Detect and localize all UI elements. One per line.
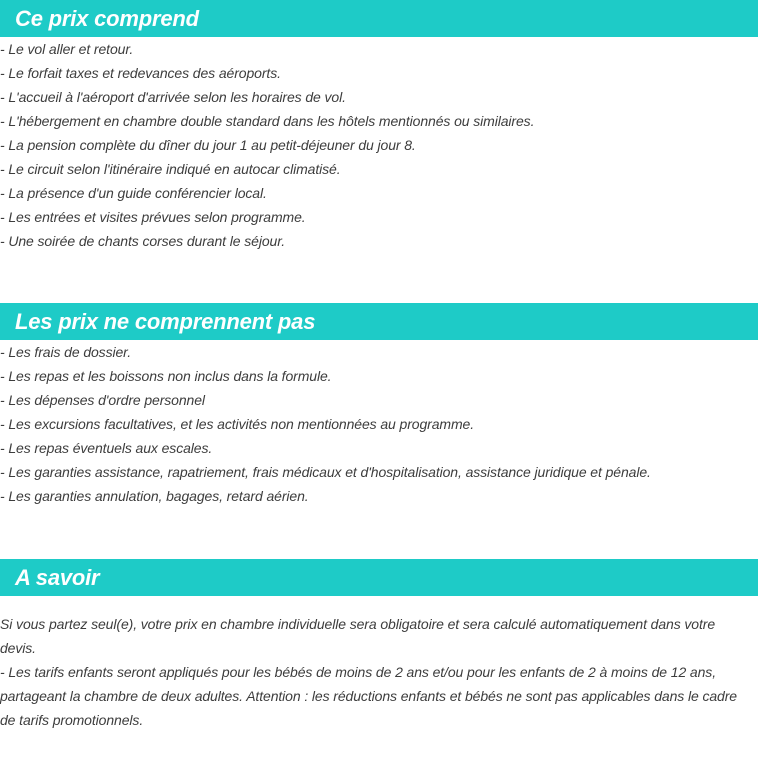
list-item: - Le forfait taxes et redevances des aéroports. [0,65,281,81]
list-item: - Les garanties assistance, rapatriement, frais médicaux et d'hospitalisation, assistance juridique et pénale. [0,464,651,480]
list-item: - Les repas et les boissons non inclus dans la formule. [0,368,332,384]
info-text [0,612,758,732]
list-item: - Les entrées et visites prévues selon programme. [0,209,306,225]
section-header-included [0,0,758,37]
list-item: - L'accueil à l'aéroport d'arrivée selon les horaires de vol. [0,89,346,105]
list-item: - Les dépenses d'ordre personnel [0,392,205,408]
list-item: - La pension complète du dîner du jour 1 au petit-déjeuner du jour 8. [0,137,416,153]
section-header-info [0,559,758,596]
excluded-list [0,340,758,508]
section-excluded [0,303,758,508]
list-item: - L'hébergement en chambre double standard dans les hôtels mentionnés ou similaires. [0,113,535,129]
list-item: - La présence d'un guide conférencier local. [0,185,267,201]
list-item: - Une soirée de chants corses durant le séjour. [0,233,286,249]
info-paragraph-child-rates: - Les tarifs enfants seront appliqués pour les bébés de moins de 2 ans et/ou pour les enfants de 2 à moins de 12 ans, partageant la chambre de deux adultes. Attention : les réductions enfants et bébés ne sont pas applicables dans le cadre de tarifs promotionnels. [0,664,737,728]
included-list [0,37,758,253]
section-info [0,559,758,732]
list-item: - Les frais de dossier. [0,344,132,360]
list-item: - Le vol aller et retour. [0,41,134,57]
list-item: - Les garanties annulation, bagages, retard aérien. [0,488,309,504]
list-item: - Les excursions facultatives, et les activités non mentionnées au programme. [0,416,474,432]
section-included [0,0,758,253]
section-title-info: A savoir [15,564,100,590]
section-title-included: Ce prix comprend [15,5,199,31]
list-item: - Le circuit selon l'itinéraire indiqué en autocar climatisé. [0,161,341,177]
list-item: - Les repas éventuels aux escales. [0,440,213,456]
section-header-excluded [0,303,758,340]
section-title-excluded: Les prix ne comprennent pas [15,308,316,334]
info-paragraph-single-room: Si vous partez seul(e), votre prix en chambre individuelle sera obligatoire et sera calculé automatiquement dans votre devis. [0,616,716,656]
